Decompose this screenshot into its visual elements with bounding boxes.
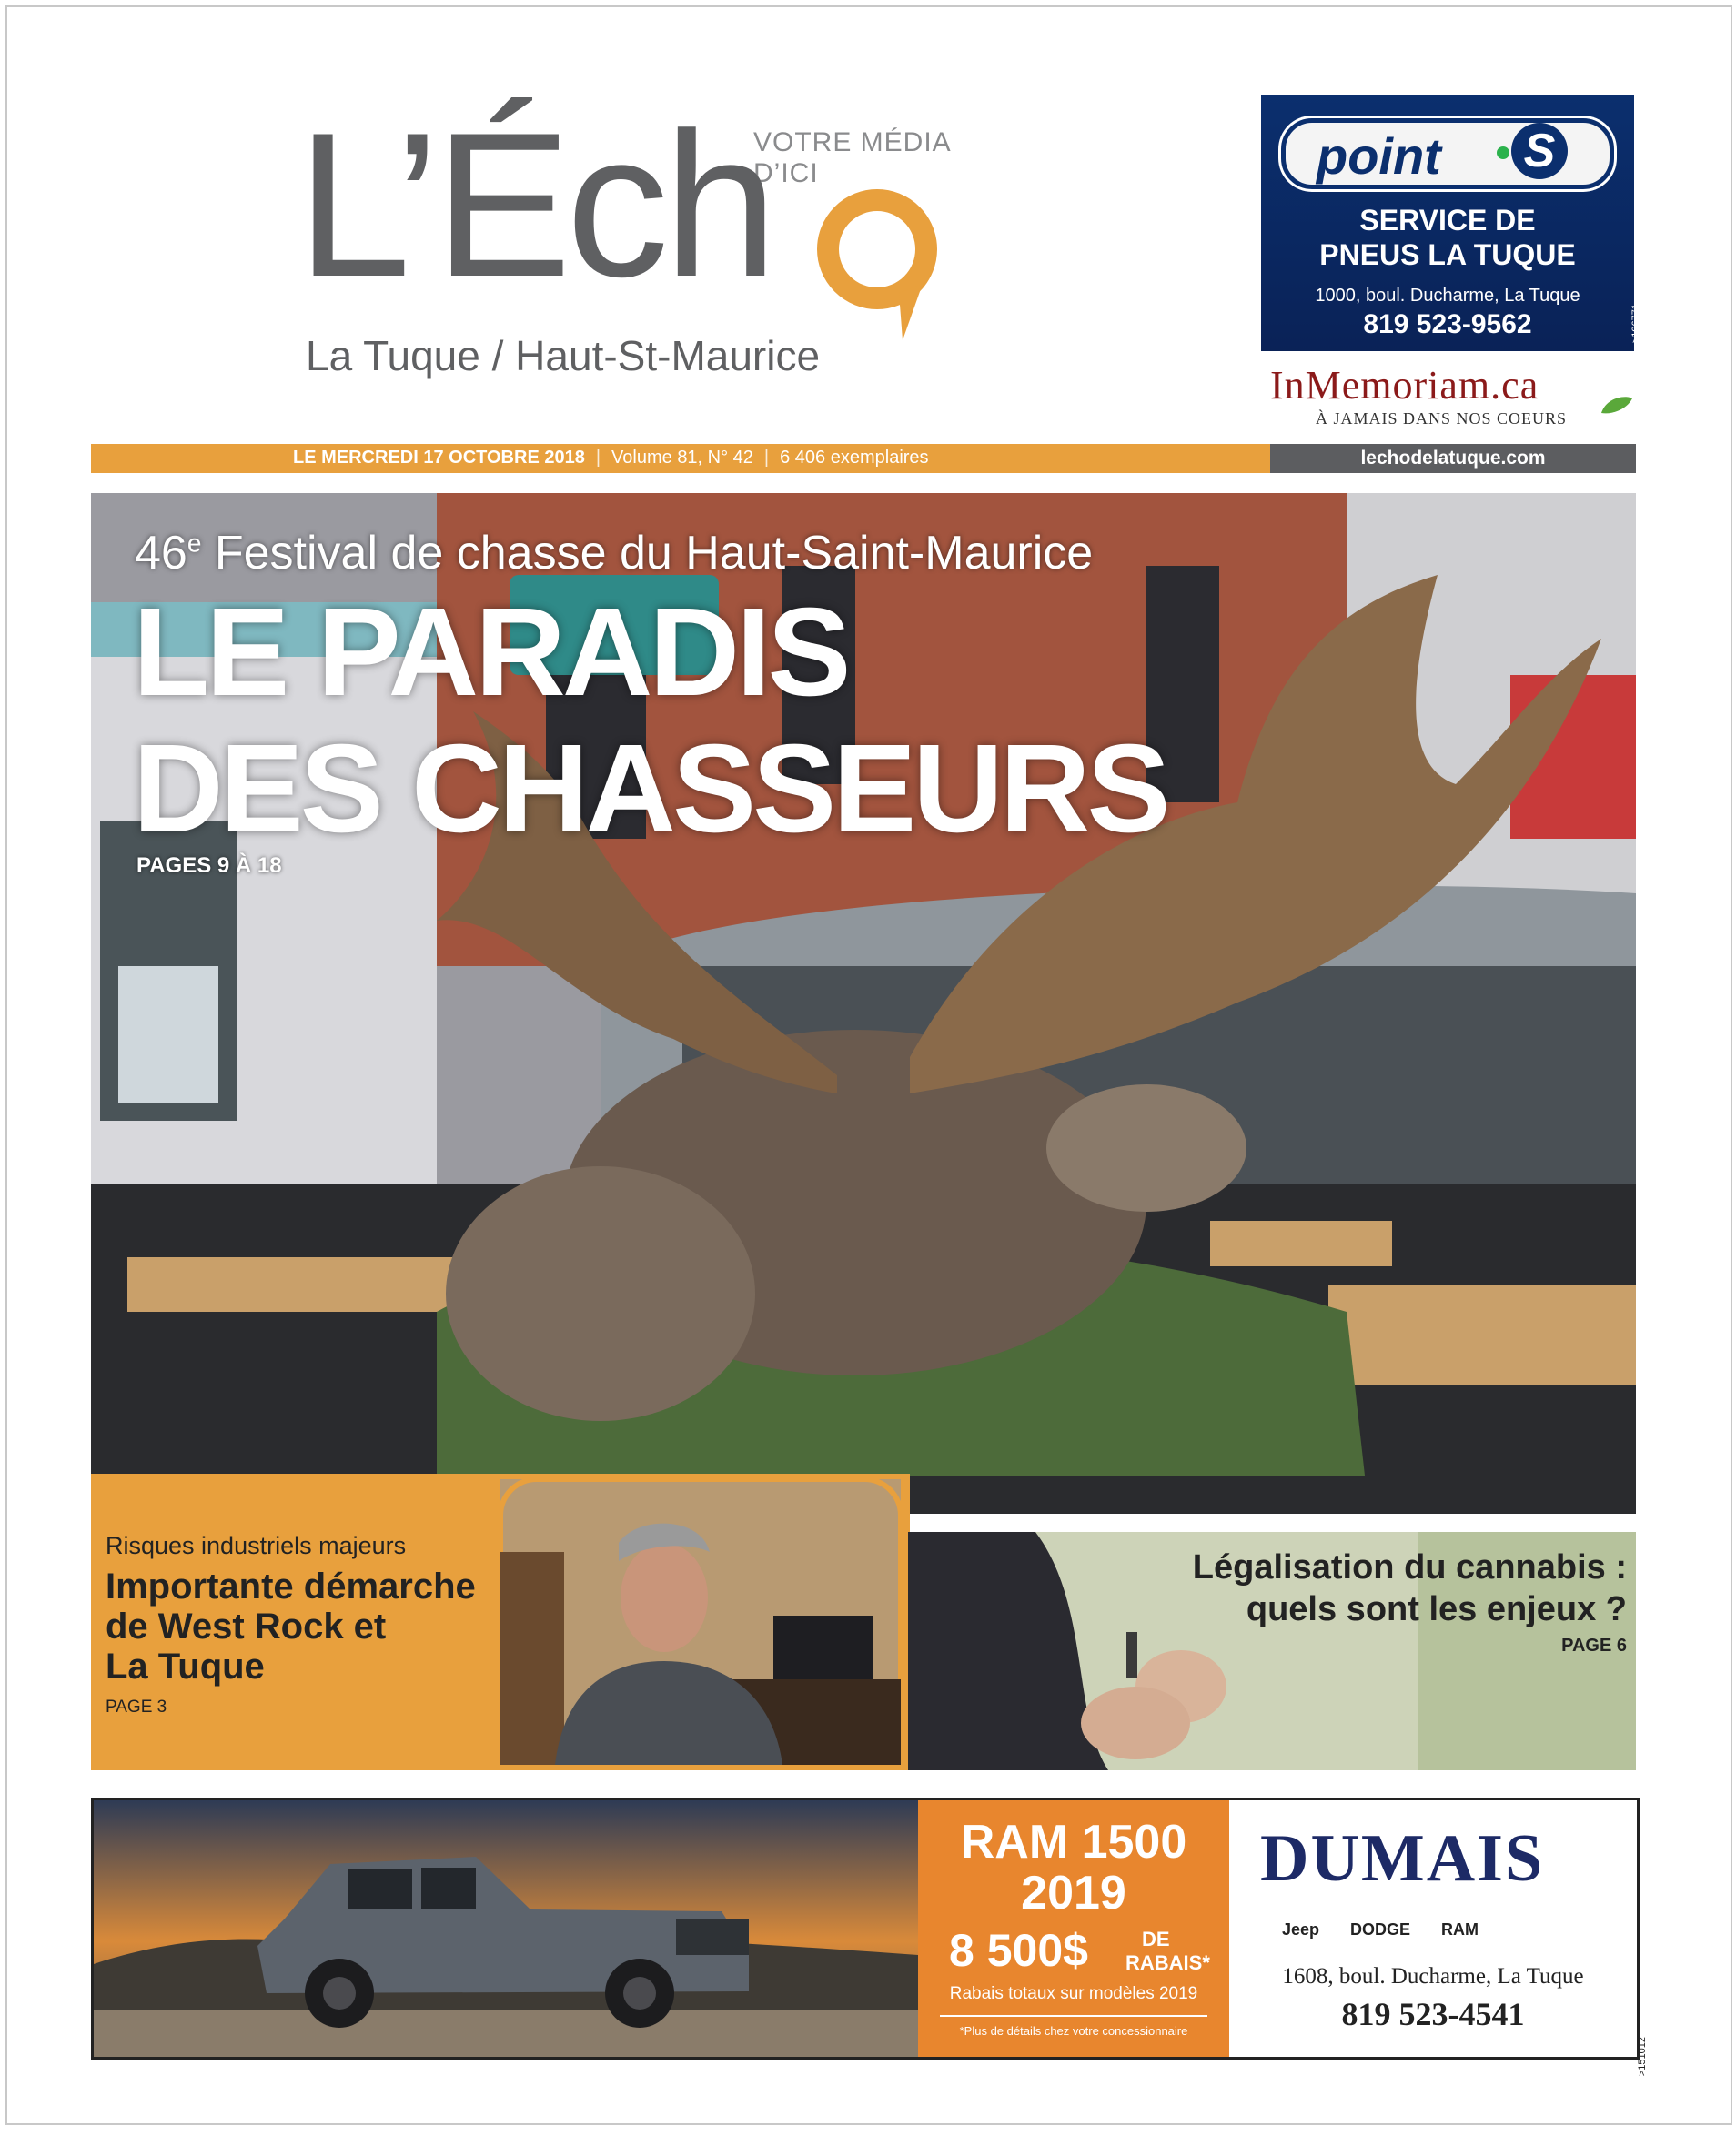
ram-ad-code: >151012 [1637,2037,1648,2077]
westrock-headline [106,1567,476,1687]
ram-truck-photo [94,1800,918,2057]
jeep-logo: Jeep [1282,1920,1320,1939]
hero-kicker [135,526,1093,580]
ram-model: RAM 1500 [960,1816,1187,1869]
inmemoriam-subtitle: À JAMAIS DANS NOS COEURS [1316,409,1568,428]
points-phone: 819 523-9562 [1363,309,1532,339]
divider [940,2015,1207,2017]
leaf-icon [1600,395,1634,415]
website-link[interactable]: lechodelatuque.com [1360,448,1546,469]
hero-pages-ref: PAGES 9 À 18 [136,853,282,878]
website-bar[interactable] [1270,444,1636,473]
issue-copies: 6 406 exemplaires [780,448,929,468]
ram-rebate-amount: 8 500$ [949,1925,1088,1976]
headline-line: La Tuque [106,1647,265,1687]
newspaper-front-page [5,5,1732,2125]
speech-bubble-o-icon [815,186,943,340]
dumais-phone: 819 523-4541 [1341,1996,1525,2032]
points-address: 1000, boul. Ducharme, La Tuque [1315,286,1580,306]
masthead-subtitle: La Tuque / Haut-St-Maurice [306,332,821,379]
points-line2: PNEUS LA TUQUE [1319,238,1576,271]
dodge-logo: DODGE [1350,1920,1411,1939]
dot-icon [1497,146,1509,159]
dumais-dealer-panel [1229,1800,1648,2077]
hero-photo-story[interactable] [91,493,1636,1514]
headline-line: Importante démarche [106,1567,476,1607]
inmemoriam-banner[interactable] [1270,362,1643,431]
points-logo-badge [1281,118,1614,189]
brand-logos [1282,1920,1509,1940]
cannabis-story[interactable] [908,1532,1636,1770]
dumais-logo: DUMAIS [1260,1821,1545,1896]
separator: | [763,448,770,468]
ram-fine-print: *Plus de détails chez votre concessionnaire [959,2024,1188,2038]
points-line1: SERVICE DE [1359,204,1536,237]
issue-info [293,448,929,469]
ram-note: Rabais totaux sur modèles 2019 [949,1984,1198,2003]
headline-line: de West Rock et [106,1607,387,1647]
headline-line: DES CHASSEURS [133,719,1167,859]
issue-date-bar [91,444,1270,473]
cannabis-page-ref: PAGE 6 [1561,1636,1627,1656]
ram-rebate-label: RABAIS* [1125,1951,1210,1974]
westrock-page-ref: PAGE 3 [106,1698,167,1717]
headline-line: Légalisation du cannabis : [1192,1548,1627,1587]
separator: | [595,448,601,468]
dumais-address: 1608, boul. Ducharme, La Tuque [1282,1964,1584,1989]
hero-headline[interactable] [133,584,1167,857]
headline-line: LE PARADIS [133,582,848,722]
logo-wordmark: L’Éch [297,89,772,319]
kicker-number: 46 [135,527,187,579]
inmemoriam-title: InMemoriam.ca [1270,363,1539,408]
points-ad[interactable] [1261,95,1641,351]
ram-year: 2019 [1021,1867,1126,1919]
ram-dealer-ad[interactable] [91,1798,1648,2077]
man-at-desk-photo [500,1479,901,1765]
headline-line: quels sont les enjeux ? [1246,1590,1627,1628]
westrock-story[interactable] [91,1474,910,1770]
points-brand: point [1317,127,1441,185]
points-s-letter: S [1511,123,1568,179]
kicker-ordinal: e [187,529,202,558]
points-ad-code: >106771 [1630,304,1641,344]
cannabis-headline [1193,1547,1627,1630]
westrock-kicker: Risques industriels majeurs [106,1532,407,1559]
masthead [297,89,1006,388]
ram-rebate-de: DE [1142,1928,1170,1950]
tagline: VOTRE MÉDIA D’ICI [753,127,951,188]
issue-volume: Volume 81, N° 42 [611,448,753,468]
ram-offer-panel [918,1800,1229,2057]
kicker-text: Festival de chasse du Haut-Saint-Maurice [201,527,1094,579]
ram-logo: RAM [1441,1920,1479,1939]
issue-date: LE MERCREDI 17 OCTOBRE 2018 [293,448,585,468]
